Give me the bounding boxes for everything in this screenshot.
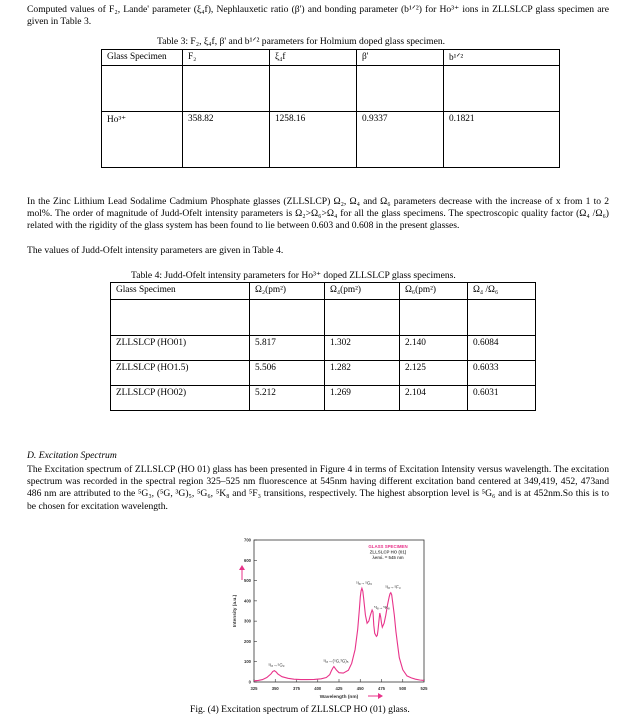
table4-cell: ZLLSLCP (HO1.5) [111,361,250,386]
table3-cell: 0.1821 [444,112,560,168]
y-tick-label: 300 [244,618,251,624]
table4-header-cell: Ω₂(pm²) [250,283,325,300]
x-tick-label: 500 [399,686,407,691]
judd-ofelt-paragraph: In the Zinc Lithium Lead Sodalime Cadmium Phosphate glasses (ZLLSLCP) Ω₂, Ω₄ and Ω₆ parameters decrease with the increase of x from 1 to 2 mol%. The order of magnitude of Judd-Ofelt intensity parameters is Ω₂>Ω₆>Ω₄ for all the glass specimens. The spectroscopic quality factor (Ω₄ /Ω₆) related with the rigidity of the glass system has been found to lie between 0.603 and 0.608 in the present glasses. [27,196,609,232]
table3-caption: Table 3: F₂, ξ₄f, β' and b¹ᐟ² parameters for Holmium doped glass specimen. [157,36,446,47]
table3-header-row [102,50,560,66]
table4-cell: 5.506 [250,361,325,386]
peak-annotation: ⁵I₈→⁵G₆ [355,580,373,586]
table-row [111,386,536,411]
table-row [111,361,536,386]
figure-caption: Fig. (4) Excitation spectrum of ZLLSLCP HO (01) glass. [190,704,410,715]
arrow-head [378,693,383,699]
table4-intro: The values of Judd-Ofelt intensity parameters are given in Table 4. [27,245,284,256]
y-tick-label: 500 [244,578,251,584]
table4-cell: 5.817 [250,336,325,361]
table4-cell: 2.125 [400,361,468,386]
table4-header-cell: Ω₆(pm²) [400,283,468,300]
y-tick-label: 600 [244,557,251,563]
table4-header-cell: Ω₄ /Ω₆ [468,283,536,300]
table4-cell: ZLLSLCP (HO01) [111,336,250,361]
table3 [101,49,560,168]
table4-cell: 1.302 [325,336,400,361]
table4-cell: 1.282 [325,361,400,386]
y-tick-label: 100 [244,659,251,665]
table3-header-cell: b¹ᐟ² [444,50,560,66]
x-tick-label: 475 [378,686,385,691]
table4 [110,282,536,411]
intro-paragraph: Computed values of F₂, Lande' parameter (ξ₄f), Nephlauxetic ratio (β') and bonding parameter (b¹ᐟ²) for Ho³⁺ ions in ZLLSLCP glass specimen are given in Table 3. [27,4,609,28]
table3-cell: 358.82 [183,112,270,168]
y-tick-label: 400 [244,598,251,604]
table3-header-cell: ξ₄f [270,50,357,66]
y-tick-label: 700 [244,537,251,543]
arrow-head [239,565,245,570]
x-tick-label: 325 [250,686,258,691]
table4-header-row [111,283,536,300]
x-tick-label: 400 [314,686,322,691]
chart-ticks [244,538,428,692]
x-axis-label: Wavelength (nm) [319,695,359,700]
table3-cell: Ho³⁺ [102,112,183,168]
x-tick-label: 525 [420,686,428,691]
table-row [111,336,536,361]
table3-cell: 1258.16 [270,112,357,168]
x-tick-label: 350 [271,686,279,691]
x-tick-label: 375 [293,686,300,691]
y-tick-label: 200 [244,638,251,644]
table3-header-cell: β' [357,50,444,66]
table-row [102,112,560,168]
table4-cell: 5.212 [250,386,325,411]
excitation-spectrum-chart [228,534,438,702]
x-tick-label: 450 [356,686,364,691]
x-axis-arrow [368,693,383,699]
table4-header-cell: Glass Specimen [111,283,250,300]
table3-spacer-row [102,66,560,112]
table4-cell: 0.6033 [468,361,536,386]
peak-annotation: ⁵I₈→⁵G₃ [268,662,285,668]
table4-cell: 0.6084 [468,336,536,361]
x-tick-label: 425 [335,686,343,691]
excitation-paragraph: The Excitation spectrum of ZLLSLCP (HO 01) glass has been presented in Figure 4 in terms of Excitation Intensity versus wavelength. The excitation spectrum was recorded in the spectral region 325–525 nm fluorescence at 545nm having different excitation band centered at 349,419, 452, 473and 486 nm are attributed to the ⁵G₃, (⁵G, ³G)₅, ⁵G₆, ⁵K₈ and ⁵F₃ transitions, respectively. The highest absorption level is ⁵G₆ and is at 452nm.So this is to be chosen for excitation wavelength. [27,464,609,512]
y-tick-label: 0 [248,679,251,685]
table4-cell: 2.104 [400,386,468,411]
table4-cell: 0.6031 [468,386,536,411]
chart-axes [239,537,424,699]
table4-cell: 1.269 [325,386,400,411]
table3-cell: 0.9337 [357,112,444,168]
table4-spacer-row [111,300,536,336]
chart-annotations [268,580,401,667]
chart-legend [368,544,407,560]
table4-caption: Table 4: Judd-Ofelt intensity parameters for Ho³⁺ doped ZLLSLCP glass specimens. [131,270,456,281]
peak-annotation: ⁵I₈→(⁵G,³G)₅ [323,658,349,664]
legend-entry: ZLLSLCP HO (01) [369,549,407,555]
section-heading: D. Excitation Spectrum [27,450,117,461]
table3-header-cell: F₂ [183,50,270,66]
table4-cell: ZLLSLCP (HO02) [111,386,250,411]
table4-header-cell: Ω₄(pm²) [325,283,400,300]
peak-annotation: ⁵I₈→⁵F₃ [385,584,401,590]
table3-header-cell: Glass Specimen [102,50,183,66]
legend-entry: GLASS SPECIMEN [368,544,408,549]
table4-cell: 2.140 [400,336,468,361]
y-axis-label: Intensity (a.u.) [233,594,238,628]
legend-entry: λemi. = 545 nm [372,555,404,560]
peak-annotation: ⁵I₈→⁵K₈ [373,605,390,611]
